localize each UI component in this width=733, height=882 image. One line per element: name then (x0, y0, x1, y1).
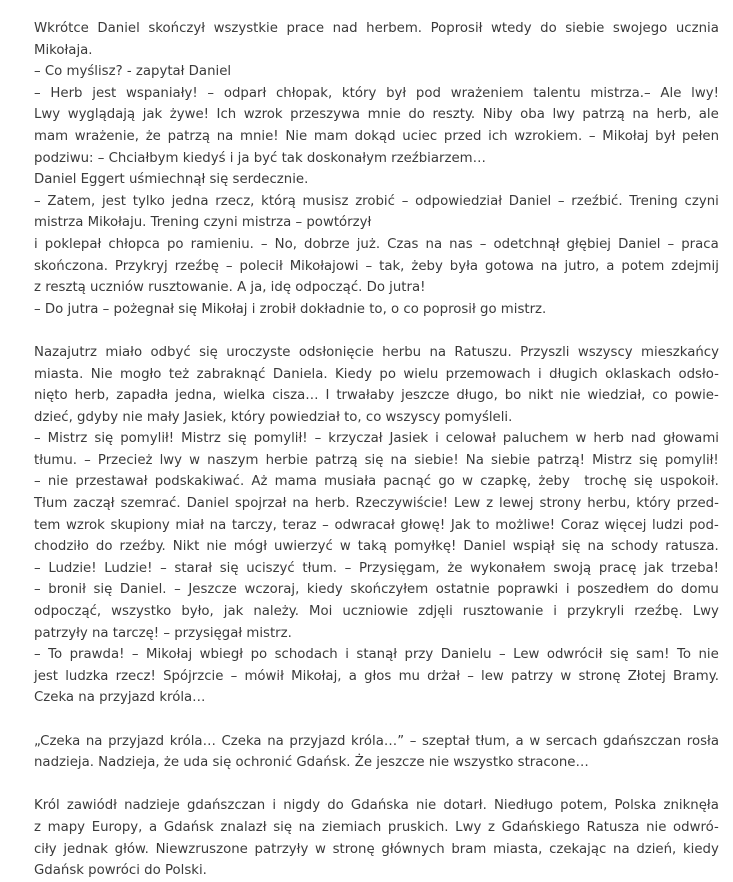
text-line: – To prawda! – Mikołaj wbiegł po schodach i stanął przy Danielu – Lew odwrócił się sam! To nie (34, 647, 719, 663)
text-line: odpocząć, wszystko było, jak należy. Moi uczniowie zdjęli rusztowanie i przykryli rzeźbę. Lwy (34, 604, 719, 620)
text-line: Wkrótce Daniel skończył wszystkie prace nad herbem. Poprosił wtedy do siebie swojego ucznia (34, 21, 719, 36)
text-line: „Czeka na przyjazd króla… Czeka na przyjazd króla…” – szeptał tłum, a w sercach gdańszczan rosła (34, 733, 719, 749)
text-line: Król zawiódł nadzieje gdańszczan i nigdy do Gdańska nie dotarł. Niedługo potem, Polska zniknęła (34, 798, 719, 814)
text-line: Mikołaja. (34, 42, 93, 58)
text-line: Daniel Eggert uśmiechnął się serdecznie. (34, 172, 309, 188)
text-line: mistrza Mikołaju. Trening czyni mistrza – powtórzył (34, 215, 372, 231)
text-line: – Mistrz się pomylił! Mistrz się pomylił! – krzyczał Jasiek i celował paluchem w herb nad głowami (34, 431, 719, 447)
text-line: mam wrażenie, że patrzą na mnie! Nie mam dokąd uciec przed ich wzrokiem. – Mikołaj był pełen (34, 128, 719, 144)
text-line: miasta. Nie mogło też zabraknąć Daniela. Kiedy po wielu przemowach i długich oklaskach odsło- (34, 366, 719, 382)
text-line: z mapy Europy, a Gdańsk znalazł się na ziemiach pruskich. Lwy z Gdańskiego Ratusza nie odwró- (34, 819, 719, 835)
text-line: jest ludzka rzecz! Spójrzcie – mówił Mikołaj, a głos mu drżał – lew patrzy w stronę Złotej Bramy. (34, 668, 719, 684)
paragraph (34, 731, 719, 774)
paragraph (34, 342, 719, 709)
text-line: Lwy wyglądają jak żywe! Ich wzrok przeszywa mnie do reszty. Niby oba lwy patrzą na herb, ale (34, 107, 719, 123)
text-line: – Ludzie! Ludzie! – starał się uciszyć tłum. – Przysięgam, że wykonałem swoją pracę jak trzeba! (34, 560, 719, 576)
text-line: – bronił się Daniel. – Jeszcze wczoraj, kiedy skończyłem ostatnie poprawki i poszedłem do domu (34, 582, 719, 598)
text-line: podziwu: – Chciałbym kiedyś i ja być tak doskonałym rzeźbiarzem… (34, 150, 486, 166)
text-line: dzieć, gdyby nie mały Jasiek, który powiedział to, co wszyscy pomyśleli. (34, 409, 513, 425)
text-line: Tłum zaczął szemrać. Daniel spojrzał na herb. Rzeczywiście! Lew z lewej strony herbu, który przed- (34, 496, 719, 512)
text-line: z resztą uczniów rusztowanie. A ja, idę odpocząć. Do jutra! (34, 280, 426, 296)
paragraph (34, 18, 719, 320)
text-line: – Zatem, jest tylko jedna rzecz, którą musisz zrobić – odpowiedział Daniel – rzeźbić. Trening czyni (34, 193, 719, 209)
text-line: Nazajutrz miało odbyć się uroczyste odsłonięcie herbu na Ratuszu. Przyszli wszyscy mieszkańcy (34, 344, 719, 360)
text-line: tem wzrok skupiony miał na tarczy, teraz – odwracał głowę! Jak to możliwe! Coraz więcej ludzi pod- (34, 517, 719, 533)
text-line: tłumu. – Przecież lwy w naszym herbie patrzą się na siebie! Na siebie patrzą! Mistrz się pomylił! (34, 452, 719, 468)
paragraph-gap (34, 774, 719, 796)
text-line: – Herb jest wspaniały! – odparł chłopak, który był pod wrażeniem talentu mistrza.– Ale lwy! (34, 85, 719, 101)
paragraph (34, 795, 719, 881)
text-line: skończona. Przykryj rzeźbę – polecił Mikołajowi – tak, żeby była gotowa na jutro, a potem zdejmij (34, 258, 719, 274)
text-line: nięto herb, zapadła jedna, wielka cisza… I trwałaby jeszcze długo, bo nikt nie wiedział, co powie- (34, 388, 719, 404)
paragraph-gap (34, 709, 719, 731)
text-line: patrzyły na tarczę! – przysięgał mistrz. (34, 625, 292, 641)
text-line: – nie przestawał podskakiwać. Aż mama musiała pacnąć go w czapkę, żeby trochę się uspokoił. (34, 474, 719, 490)
text-line: ciły jednak głów. Niewzruszone patrzyły w stronę głównych bram miasta, czekając na dzień, kiedy (34, 841, 719, 857)
paragraph-gap (34, 320, 719, 342)
text-line: chodziło do rzeźby. Nikt nie mógł uwierzyć w taką pomyłkę! Daniel wspiął się na schody ratusza. (34, 539, 719, 555)
text-line: – Co myślisz? - zapytał Daniel (34, 64, 232, 80)
text-line: i poklepał chłopca po ramieniu. – No, dobrze już. Czas na nas – odetchnął głębiej Daniel – praca (34, 236, 719, 252)
text-line: nadzieja. Nadzieja, że uda się ochronić Gdańsk. Że jeszcze nie wszystko stracone… (34, 755, 589, 771)
text-line: Czeka na przyjazd króla… (34, 690, 206, 706)
text-line: – Do jutra – pożegnał się Mikołaj i zrobił dokładnie to, o co poprosił go mistrz. (34, 301, 547, 317)
text-line: Gdańsk powróci do Polski. (34, 863, 207, 879)
